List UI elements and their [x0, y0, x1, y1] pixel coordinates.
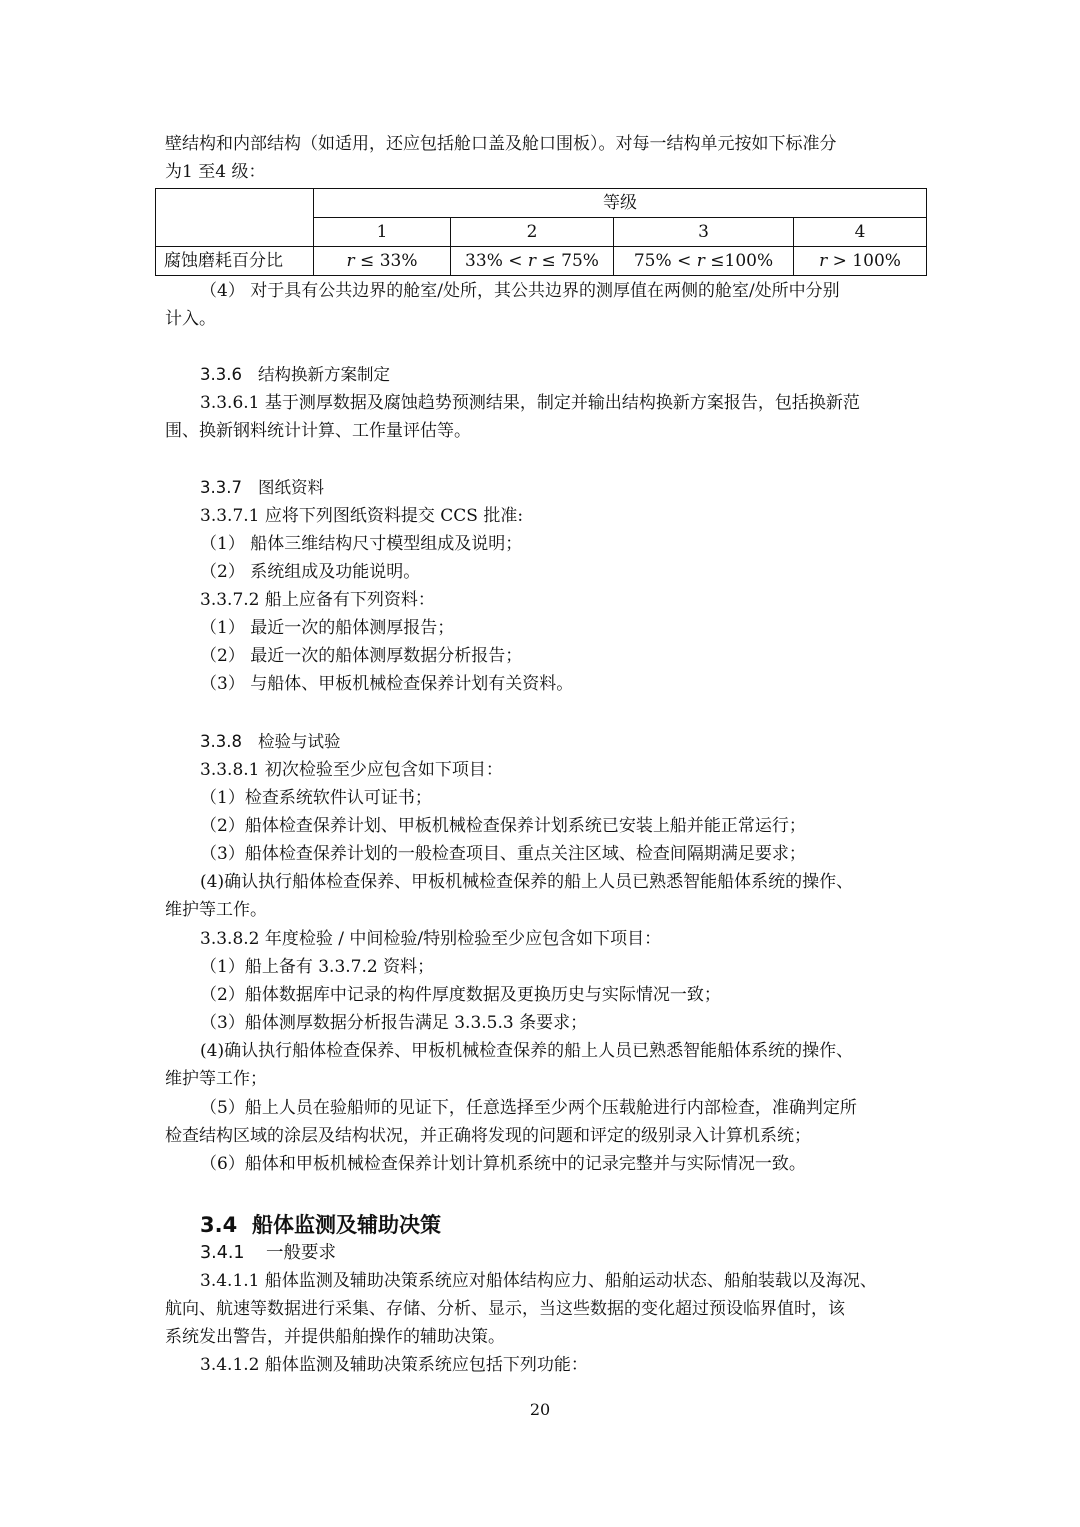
table-row-label: 腐蚀磨耗百分比 — [156, 247, 314, 276]
paragraph-line: 计入。 — [165, 309, 216, 329]
paragraph-line: 3.3.6.1 基于测厚数据及腐蚀趋势预测结果，制定并输出结构换新方案报告，包括换新范 — [200, 393, 860, 413]
paragraph-line: 3.4.1.1 船体监测及辅助决策系统应对船体结构应力、船舶运动状态、船舶装载以及海况、 — [200, 1271, 877, 1291]
list-item: (4)确认执行船体检查保养、甲板机械检查保养的船上人员已熟悉智能船体系统的操作、 — [200, 872, 854, 892]
page-number: 20 — [529, 1400, 551, 1419]
section-heading-3-4 — [200, 1210, 441, 1240]
table-level-1: 1 — [314, 218, 451, 247]
section-number: 3.4 — [200, 1213, 238, 1237]
section-title: 一般要求 — [266, 1243, 336, 1263]
table-criteria-2: 33% < r ≤ 75% — [451, 247, 614, 276]
section-number: 3.3.6 — [200, 365, 242, 384]
list-item: （3）船体测厚数据分析报告满足 3.3.5.3 条要求； — [200, 1013, 588, 1033]
list-item: （5）船上人员在验船师的见证下，任意选择至少两个压载舱进行内部检查，准确判定所 — [200, 1098, 857, 1118]
list-item: 维护等工作； — [165, 1069, 267, 1089]
list-item: （1）检查系统软件认可证书； — [200, 788, 432, 808]
paragraph-line: 系统发出警告，并提供船舶操作的辅助决策。 — [165, 1327, 505, 1347]
paragraph-line: 3.3.8.2 年度检验 / 中间检验/特别检验至少应包含如下项目： — [200, 929, 662, 949]
list-item: （2） 最近一次的船体测厚数据分析报告； — [200, 646, 523, 666]
paragraph-line: 壁结构和内部结构（如适用，还应包括舱口盖及舱口围板）。对每一结构单元按如下标准分 — [165, 134, 837, 154]
table-corner-cell — [156, 189, 314, 247]
list-item: （1） 最近一次的船体测厚报告； — [200, 618, 455, 638]
section-heading-3-3-7 — [200, 476, 324, 500]
grade-table — [155, 188, 927, 276]
paragraph-line: 围、换新钢料统计计算、工作量评估等。 — [165, 421, 471, 441]
table-criteria-1: r ≤ 33% — [314, 247, 451, 276]
list-item: （3） 与船体、甲板机械检查保养计划有关资料。 — [200, 674, 574, 694]
table-level-2: 2 — [451, 218, 614, 247]
section-number: 3.3.8 — [200, 732, 242, 751]
table-level-3: 3 — [614, 218, 794, 247]
list-item: （1）船上备有 3.3.7.2 资料； — [200, 957, 435, 977]
section-number: 3.3.7 — [200, 478, 242, 497]
list-item: 维护等工作。 — [165, 900, 267, 920]
paragraph-line: 为1 至4 级： — [165, 162, 266, 182]
table-criteria-4: r > 100% — [794, 247, 927, 276]
paragraph-line: （4） 对于具有公共边界的舱室/处所，其公共边界的测厚值在两侧的舱室/处所中分别 — [200, 281, 840, 301]
paragraph-line: 航向、航速等数据进行采集、存储、分析、显示，当这些数据的变化超过预设临界值时，该 — [165, 1299, 845, 1319]
table-header-grade: 等级 — [314, 189, 927, 218]
section-heading-3-3-6 — [200, 363, 390, 387]
list-item: （2）船体检查保养计划、甲板机械检查保养计划系统已安装上船并能正常运行； — [200, 816, 806, 836]
table-level-4: 4 — [794, 218, 927, 247]
section-heading-3-3-8 — [200, 730, 341, 754]
section-number: 3.4.1 — [200, 1243, 245, 1263]
list-item: （6）船体和甲板机械检查保养计划计算机系统中的记录完整并与实际情况一致。 — [200, 1154, 806, 1174]
paragraph-line: 3.3.7.2 船上应备有下列资料： — [200, 590, 435, 610]
list-item: （3）船体检查保养计划的一般检查项目、重点关注区域、检查间隔期满足要求； — [200, 844, 806, 864]
list-item: （2） 系统组成及功能说明。 — [200, 562, 421, 582]
section-heading-3-4-1 — [200, 1241, 336, 1265]
table-criteria-3: 75% < r ≤100% — [614, 247, 794, 276]
section-title: 结构换新方案制定 — [258, 365, 390, 384]
list-item: (4)确认执行船体检查保养、甲板机械检查保养的船上人员已熟悉智能船体系统的操作、 — [200, 1041, 854, 1061]
list-item: 检查结构区域的涂层及结构状况，并正确将发现的问题和评定的级别录入计算机系统； — [165, 1126, 811, 1146]
paragraph-line: 3.3.8.1 初次检验至少应包含如下项目： — [200, 760, 503, 780]
section-title: 检验与试验 — [258, 732, 341, 751]
list-item: （1） 船体三维结构尺寸模型组成及说明； — [200, 534, 523, 554]
paragraph-line: 3.3.7.1 应将下列图纸资料提交 CCS 批准: — [200, 506, 524, 526]
paragraph-line: 3.4.1.2 船体监测及辅助决策系统应包括下列功能： — [200, 1355, 588, 1375]
section-title: 图纸资料 — [258, 478, 324, 497]
list-item: （2）船体数据库中记录的构件厚度数据及更换历史与实际情况一致； — [200, 985, 721, 1005]
section-title: 船体监测及辅助决策 — [252, 1213, 441, 1237]
